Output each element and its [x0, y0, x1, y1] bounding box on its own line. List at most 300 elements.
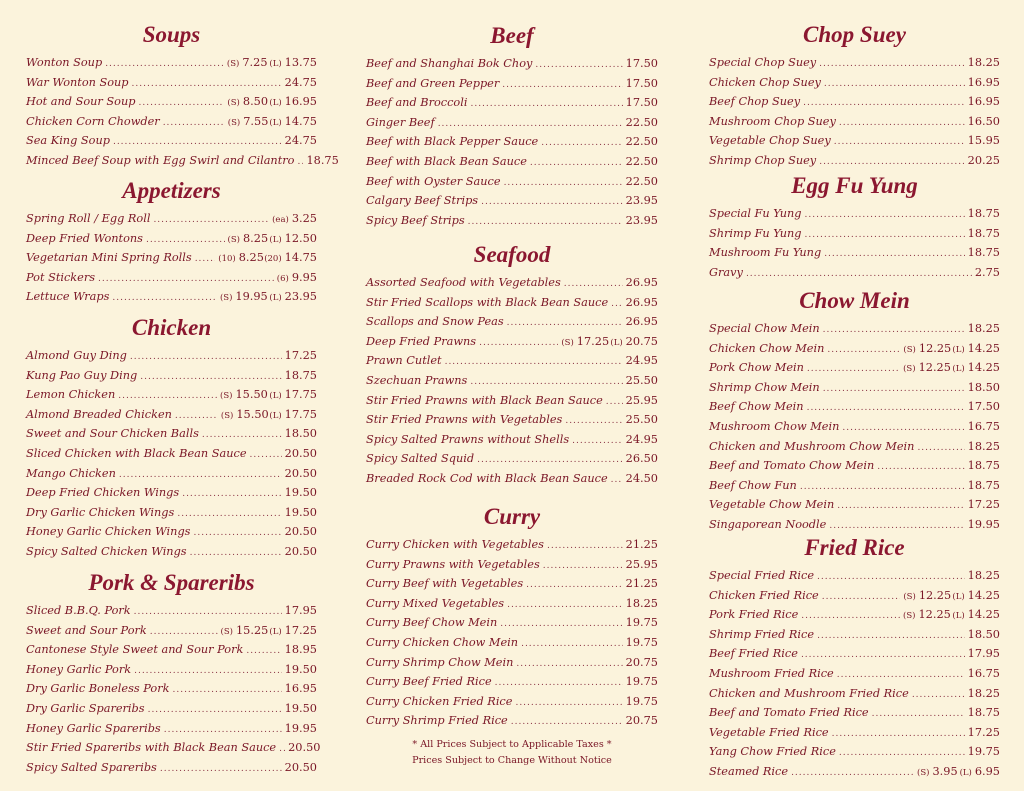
- menu-item-price: 12.25: [918, 608, 951, 622]
- menu-item-name: Curry Mixed Vegetables: [366, 596, 505, 610]
- menu-item-name: Chicken Corn Chowder: [26, 114, 160, 128]
- menu-item-price: 17.95: [284, 604, 317, 617]
- menu-item: [366, 672, 658, 692]
- dot-leader: [917, 439, 964, 459]
- menu-item-price: 18.75: [284, 368, 317, 382]
- menu-item: [26, 405, 317, 425]
- menu-item: [26, 131, 317, 151]
- section-heading: Chop Suey: [803, 22, 906, 47]
- menu-item: [709, 319, 1000, 339]
- menu-item-name: Spicy Beef Strips: [366, 213, 465, 227]
- menu-item: [709, 417, 1000, 437]
- menu-item-price: 18.25: [967, 322, 1000, 335]
- size-label: (S): [903, 364, 916, 375]
- menu-item: [366, 351, 658, 371]
- size-label: (S): [903, 611, 916, 622]
- menu-item-name: Chicken Chow Mein: [709, 341, 825, 355]
- menu-item: [26, 660, 317, 680]
- menu-item-name: Special Chow Mein: [709, 322, 820, 335]
- menu-item-price: 16.75: [967, 419, 1000, 433]
- menu-item: [26, 53, 317, 73]
- menu-item-price: 12.25: [918, 341, 952, 355]
- menu-item-name: Gravy: [709, 265, 743, 279]
- menu-item-price: 18.50: [967, 380, 1000, 394]
- menu-item: [709, 112, 1000, 132]
- section-heading: Curry: [483, 504, 541, 529]
- menu-item: [26, 719, 317, 739]
- dot-leader: [193, 524, 281, 544]
- dot-leader: [839, 114, 965, 134]
- menu-item-name: Beef and Broccoli: [366, 96, 468, 110]
- menu-item: [366, 312, 658, 332]
- section-heading: Egg Fu Yung: [791, 173, 918, 198]
- menu-item: [709, 378, 1000, 398]
- dot-leader: [502, 76, 622, 96]
- menu-item-name: Beef with Black Bean Sauce: [366, 154, 527, 168]
- section-heading: Chow Mein: [799, 288, 910, 313]
- dot-leader: [543, 557, 623, 577]
- menu-item-price: 21.25: [625, 577, 658, 591]
- menu-item-price: 18.25: [625, 596, 658, 610]
- menu-item-name: Szechuan Prawns: [366, 373, 468, 387]
- menu-item-name: Curry Beef Chow Mein: [366, 616, 498, 630]
- menu-item-name: Almond Guy Ding: [26, 349, 127, 362]
- section-chow-mein: [709, 286, 1000, 535]
- dot-leader: [445, 353, 623, 373]
- menu-item-price: 12.25: [918, 588, 952, 602]
- dot-leader: [791, 764, 914, 784]
- menu-item-price: 14.75: [284, 251, 317, 265]
- dot-leader: [872, 705, 965, 725]
- menu-item-name: Dry Garlic Boneless Pork: [26, 682, 170, 696]
- menu-item: [26, 73, 317, 93]
- menu-item: [26, 483, 317, 503]
- menu-item-price: 15.25: [235, 623, 269, 637]
- menu-item-name: Sliced B.B.Q. Pork: [26, 604, 131, 617]
- menu-item: [366, 211, 658, 231]
- menu-item-price: 3.25: [291, 212, 317, 225]
- size-label: (S): [220, 626, 233, 637]
- section-egg-fu-yung: [709, 171, 1000, 282]
- menu-item-price: 24.75: [284, 75, 317, 89]
- dot-leader: [606, 393, 623, 413]
- menu-item-price: 20.50: [284, 466, 317, 480]
- menu-item-name: Beef with Oyster Sauce: [366, 174, 501, 188]
- section-heading: Soups: [142, 22, 201, 47]
- menu-item-price: 26.95: [625, 295, 658, 309]
- dot-leader: [172, 681, 281, 701]
- menu-item: [366, 633, 658, 653]
- menu-item: [366, 54, 658, 74]
- menu-item-price: 22.50: [625, 115, 658, 129]
- size-label: (L): [610, 337, 623, 348]
- size-label: (L): [952, 364, 965, 375]
- section-heading: Beef: [490, 23, 534, 48]
- menu-item-price: 8.50: [242, 95, 269, 109]
- menu-item: [709, 243, 1000, 263]
- menu-item-price: 15.50: [236, 407, 269, 421]
- menu-item-name: Beef and Tomato Chow Mein: [709, 459, 875, 473]
- section-heading: Pork & Spareribs: [88, 570, 255, 595]
- menu-item-price: 17.25: [967, 725, 1000, 739]
- dot-leader: [177, 505, 281, 525]
- menu-item-price: 14.75: [284, 114, 317, 128]
- menu-item-name: Chicken Fried Rice: [709, 588, 819, 602]
- dot-leader: [195, 250, 216, 270]
- menu-item: [366, 653, 658, 673]
- menu-item-name: Yang Chow Fried Rice: [709, 745, 836, 759]
- menu-item-price: 26.95: [625, 315, 658, 329]
- menu-item-name: Sweet and Sour Chicken Balls: [26, 427, 199, 441]
- menu-item-name: Curry Beef with Vegetables: [366, 577, 524, 591]
- menu-item: [709, 625, 1000, 645]
- dot-leader: [112, 289, 217, 309]
- menu-item-price: 18.50: [967, 627, 1000, 641]
- size-label: (6): [276, 273, 289, 284]
- menu-item-price: 16.50: [967, 114, 1000, 128]
- size-label: (S): [227, 117, 241, 128]
- menu-item-price: 18.75: [967, 246, 1000, 260]
- menu-item: [709, 742, 1000, 762]
- price-change-note: Prices Subject to Change Without Notice: [412, 755, 612, 766]
- menu-item-name: Sliced Chicken with Black Bean Sauce: [26, 446, 247, 460]
- menu-item-name: War Wonton Soup: [26, 75, 129, 89]
- menu-item-name: Beef Chow Fun: [709, 478, 797, 492]
- menu-item-name: Honey Garlic Pork: [26, 662, 132, 676]
- menu-item-name: Curry Beef Fried Rice: [366, 675, 492, 689]
- dot-leader: [479, 334, 558, 354]
- menu-item-price: 17.25: [284, 623, 317, 637]
- menu-item-name: Breaded Rock Cod with Black Bean Sauce: [366, 471, 608, 485]
- menu-item-price: 18.25: [967, 686, 1000, 700]
- menu-item-price: 17.25: [967, 498, 1000, 512]
- menu-item-name: Vegetarian Mini Spring Rolls: [26, 251, 192, 265]
- menu-item-name: Stir Fried Prawns with Black Bean Sauce: [366, 393, 603, 407]
- menu-item-name: Scallops and Snow Peas: [366, 315, 504, 329]
- menu-item: [709, 263, 1000, 283]
- menu-item-price: 22.50: [625, 174, 658, 188]
- menu-item: [26, 287, 317, 307]
- menu-item-name: Spicy Salted Prawns without Shells: [366, 432, 570, 446]
- menu-item-price: 20.75: [625, 334, 658, 348]
- menu-item-price: 19.75: [625, 675, 658, 689]
- menu-item-name: Beef with Black Pepper Sauce: [366, 135, 539, 149]
- menu-item-price: 9.95: [291, 270, 317, 284]
- menu-item: [366, 410, 658, 430]
- menu-item: [709, 53, 1000, 73]
- section-heading: Seafood: [473, 242, 551, 267]
- section-fried-rice: [709, 533, 1000, 782]
- dot-leader: [805, 206, 965, 226]
- dot-leader: [530, 154, 623, 174]
- menu-item-name: Steamed Rice: [709, 764, 789, 778]
- menu-item-price: 14.25: [967, 608, 1000, 622]
- menu-item-name: Singaporean Noodle: [709, 517, 827, 531]
- size-label: (L): [269, 59, 282, 69]
- menu-item-name: Shrimp Fried Rice: [709, 627, 815, 641]
- menu-item-price: 19.75: [625, 616, 658, 630]
- menu-item: [366, 555, 658, 575]
- menu-item-price: 18.75: [306, 153, 339, 167]
- dot-leader: [470, 95, 622, 115]
- dot-leader: [481, 193, 623, 213]
- dot-leader: [541, 134, 622, 154]
- menu-item: [366, 391, 658, 411]
- menu-item: [366, 371, 658, 391]
- menu-item-name: Chicken and Mushroom Fried Rice: [709, 686, 909, 700]
- menu-item: [709, 644, 1000, 664]
- dot-leader: [516, 655, 622, 675]
- menu-item: [26, 268, 317, 288]
- menu-item-name: Minced Beef Soup with Egg Swirl and Cilantro: [26, 153, 295, 167]
- dot-leader: [468, 213, 623, 233]
- menu-item: [709, 437, 1000, 457]
- menu-item-price: 20.50: [284, 446, 317, 460]
- menu-item: [366, 469, 658, 489]
- menu-item-price: 3.95: [932, 764, 958, 778]
- section-seafood: [366, 240, 658, 489]
- menu-item-price: 17.75: [284, 388, 317, 402]
- menu-item-price: 18.25: [967, 439, 1000, 453]
- dot-leader: [500, 615, 622, 635]
- menu-item-name: Lettuce Wraps: [26, 290, 110, 304]
- menu-item: [26, 229, 317, 249]
- menu-item-name: Curry Chicken Chow Mein: [366, 635, 519, 649]
- menu-item-name: Assorted Seafood with Vegetables: [366, 276, 561, 289]
- section-soups: [26, 20, 339, 171]
- menu-item-price: 20.50: [284, 525, 317, 539]
- menu-item-price: 14.25: [967, 588, 1000, 602]
- menu-item: [709, 204, 1000, 224]
- menu-item-price: 19.95: [235, 290, 268, 304]
- menu-item-name: Sea King Soup: [26, 134, 110, 148]
- menu-item: [709, 566, 1000, 586]
- menu-item-price: 20.50: [288, 741, 321, 755]
- menu-item-price: 26.50: [625, 452, 658, 466]
- dot-leader: [190, 544, 282, 564]
- section-heading: Chicken: [131, 315, 212, 340]
- dot-leader: [611, 471, 623, 491]
- menu-item-name: Curry Chicken with Vegetables: [366, 538, 544, 551]
- menu-item-price: 7.25: [242, 56, 268, 69]
- dot-leader: [746, 265, 972, 285]
- dot-leader: [160, 760, 282, 780]
- menu-item-name: Curry Chicken Fried Rice: [366, 694, 513, 708]
- section-appetizers: [26, 176, 317, 307]
- size-label: (L): [959, 767, 972, 778]
- menu-item-name: Curry Shrimp Fried Rice: [366, 714, 508, 728]
- menu-item: [26, 112, 317, 132]
- menu-item-name: Beef and Shanghai Bok Choy: [366, 57, 533, 70]
- size-label: (S): [227, 234, 240, 245]
- menu-item-name: Special Fried Rice: [709, 569, 815, 582]
- section-chop-suey: [709, 20, 1000, 171]
- menu-item: [709, 762, 1000, 782]
- menu-item-price: 17.50: [625, 57, 658, 70]
- menu-item: [709, 397, 1000, 417]
- menu-item: [366, 74, 658, 94]
- menu-item: [709, 684, 1000, 704]
- dot-leader: [130, 348, 282, 368]
- menu-item-price: 25.95: [625, 393, 658, 407]
- menu-item-price: 2.75: [974, 265, 1000, 279]
- menu-item-price: 14.25: [967, 341, 1000, 355]
- menu-item-price: 25.50: [625, 373, 658, 387]
- menu-item-name: Curry Shrimp Chow Mein: [366, 655, 514, 669]
- size-label: (L): [952, 344, 965, 355]
- menu-item-name: Stir Fried Spareribs with Black Bean Sauce: [26, 741, 277, 755]
- menu-item-name: Wonton Soup: [26, 56, 103, 69]
- menu-item: [709, 131, 1000, 151]
- size-label: (L): [269, 234, 282, 245]
- menu-item-price: 23.95: [625, 194, 658, 208]
- menu-item: [26, 522, 317, 542]
- menu-item: [26, 248, 317, 268]
- dot-leader: [801, 607, 900, 627]
- menu-item-price: 15.50: [235, 388, 268, 402]
- menu-item: [366, 711, 658, 731]
- menu-item-price: 19.75: [625, 694, 658, 708]
- size-label: (L): [269, 391, 282, 402]
- menu-item-price: 17.50: [967, 400, 1000, 414]
- menu-item-price: 16.95: [284, 682, 317, 696]
- menu-item: [26, 601, 317, 621]
- menu-item-price: 19.50: [284, 486, 317, 500]
- dot-leader: [823, 380, 965, 400]
- menu-item-name: Mushroom Chop Suey: [709, 114, 836, 128]
- menu-item: [26, 542, 317, 562]
- menu-item-name: Mango Chicken: [26, 466, 116, 480]
- menu-item: [26, 366, 317, 386]
- tax-note: * All Prices Subject to Applicable Taxes *: [412, 739, 612, 750]
- menu-item-name: Calgary Beef Strips: [366, 194, 479, 208]
- dot-leader: [822, 588, 901, 608]
- menu-item: [709, 224, 1000, 244]
- menu-item: [26, 209, 317, 229]
- menu-item: [366, 574, 658, 594]
- menu-item: [709, 456, 1000, 476]
- dot-leader: [877, 458, 964, 478]
- dot-leader: [832, 725, 965, 745]
- menu-item: [26, 444, 317, 464]
- menu-item-name: Beef Chow Mein: [709, 400, 804, 414]
- menu-item-price: 16.75: [967, 666, 1000, 680]
- menu-item-price: 13.75: [284, 56, 317, 69]
- menu-item: [709, 358, 1000, 378]
- dot-leader: [495, 674, 623, 694]
- menu-item-name: Kung Pao Guy Ding: [26, 368, 138, 382]
- dot-leader: [824, 75, 965, 95]
- menu-item-name: Shrimp Chop Suey: [709, 153, 817, 167]
- menu-item: [26, 385, 317, 405]
- dot-leader: [526, 576, 623, 596]
- menu-item-price: 24.95: [625, 432, 658, 446]
- menu-item-price: 24.50: [625, 471, 658, 485]
- section-heading: Fried Rice: [804, 535, 905, 560]
- menu-item: [366, 113, 658, 133]
- dot-leader: [819, 55, 964, 75]
- menu-item-name: Beef and Tomato Fried Rice: [709, 706, 869, 720]
- menu-item: [26, 679, 317, 699]
- menu-item: [366, 273, 658, 293]
- size-label: (L): [269, 410, 282, 421]
- menu-item-price: 17.50: [625, 76, 658, 90]
- size-label: (S): [226, 59, 240, 69]
- size-label: (L): [269, 117, 282, 128]
- menu-item-price: 19.95: [967, 517, 1000, 531]
- menu-item: [366, 535, 658, 555]
- size-label: (S): [561, 337, 574, 348]
- menu-item-name: Deep Fried Prawns: [366, 334, 477, 348]
- menu-item: [26, 346, 317, 366]
- menu-item-name: Cantonese Style Sweet and Sour Pork: [26, 643, 244, 657]
- menu-item: [26, 758, 317, 778]
- menu-item-price: 17.50: [625, 96, 658, 110]
- menu-item-name: Dry Garlic Chicken Wings: [26, 505, 175, 519]
- menu-item-name: Vegetable Chop Suey: [709, 134, 831, 148]
- menu-item-price: 17.25: [284, 349, 317, 362]
- menu-item-price: 20.50: [284, 760, 317, 774]
- menu-item: [26, 738, 321, 758]
- dot-leader: [572, 432, 623, 452]
- menu-item: [26, 151, 339, 171]
- menu-item-price: 20.75: [625, 714, 658, 728]
- section-curry: [366, 502, 658, 731]
- menu-item-price: 22.50: [625, 135, 658, 149]
- menu-item-price: 8.25: [243, 231, 269, 245]
- menu-item-price: 18.25: [967, 569, 1000, 582]
- menu-item-price: 18.75: [967, 706, 1000, 720]
- dot-leader: [521, 635, 623, 655]
- menu-item-price: 20.25: [967, 153, 1000, 167]
- menu-item-price: 21.25: [625, 538, 658, 551]
- menu-item-name: Stir Fried Prawns with Vegetables: [366, 413, 563, 427]
- menu-item-price: 12.25: [918, 361, 951, 375]
- menu-item-price: 18.75: [967, 478, 1000, 492]
- menu-item-price: 14.25: [967, 361, 1000, 375]
- dot-leader: [250, 446, 282, 466]
- menu-item-price: 19.95: [284, 721, 317, 735]
- dot-leader: [565, 412, 622, 432]
- menu-item-price: 19.75: [625, 635, 658, 649]
- menu-item-name: Deep Fried Chicken Wings: [26, 486, 180, 500]
- menu-item-price: 18.75: [967, 207, 1000, 220]
- menu-item-name: Vegetable Fried Rice: [709, 725, 829, 739]
- menu-item: [709, 92, 1000, 112]
- menu-item-name: Lemon Chicken: [26, 388, 116, 402]
- menu-item-price: 18.50: [284, 427, 317, 441]
- menu-item: [709, 723, 1000, 743]
- menu-item: [709, 151, 1000, 171]
- dot-leader: [297, 153, 303, 173]
- menu-item: [26, 699, 317, 719]
- dot-leader: [817, 627, 965, 647]
- menu-item-name: Curry Prawns with Vegetables: [366, 557, 540, 571]
- size-label: (S): [219, 293, 233, 304]
- dot-leader: [148, 701, 282, 721]
- menu-item-price: 18.75: [967, 459, 1000, 473]
- menu-item-price: 22.50: [625, 154, 658, 168]
- menu-item-price: 17.25: [576, 334, 610, 348]
- menu-item: [366, 132, 658, 152]
- menu-item-price: 25.50: [625, 413, 658, 427]
- dot-leader: [912, 686, 965, 706]
- menu-item-price: 17.95: [967, 647, 1000, 661]
- size-label: (L): [269, 98, 282, 109]
- size-label: (10): [218, 254, 236, 265]
- size-label: (L): [952, 611, 965, 622]
- menu-item-price: 20.75: [625, 655, 658, 669]
